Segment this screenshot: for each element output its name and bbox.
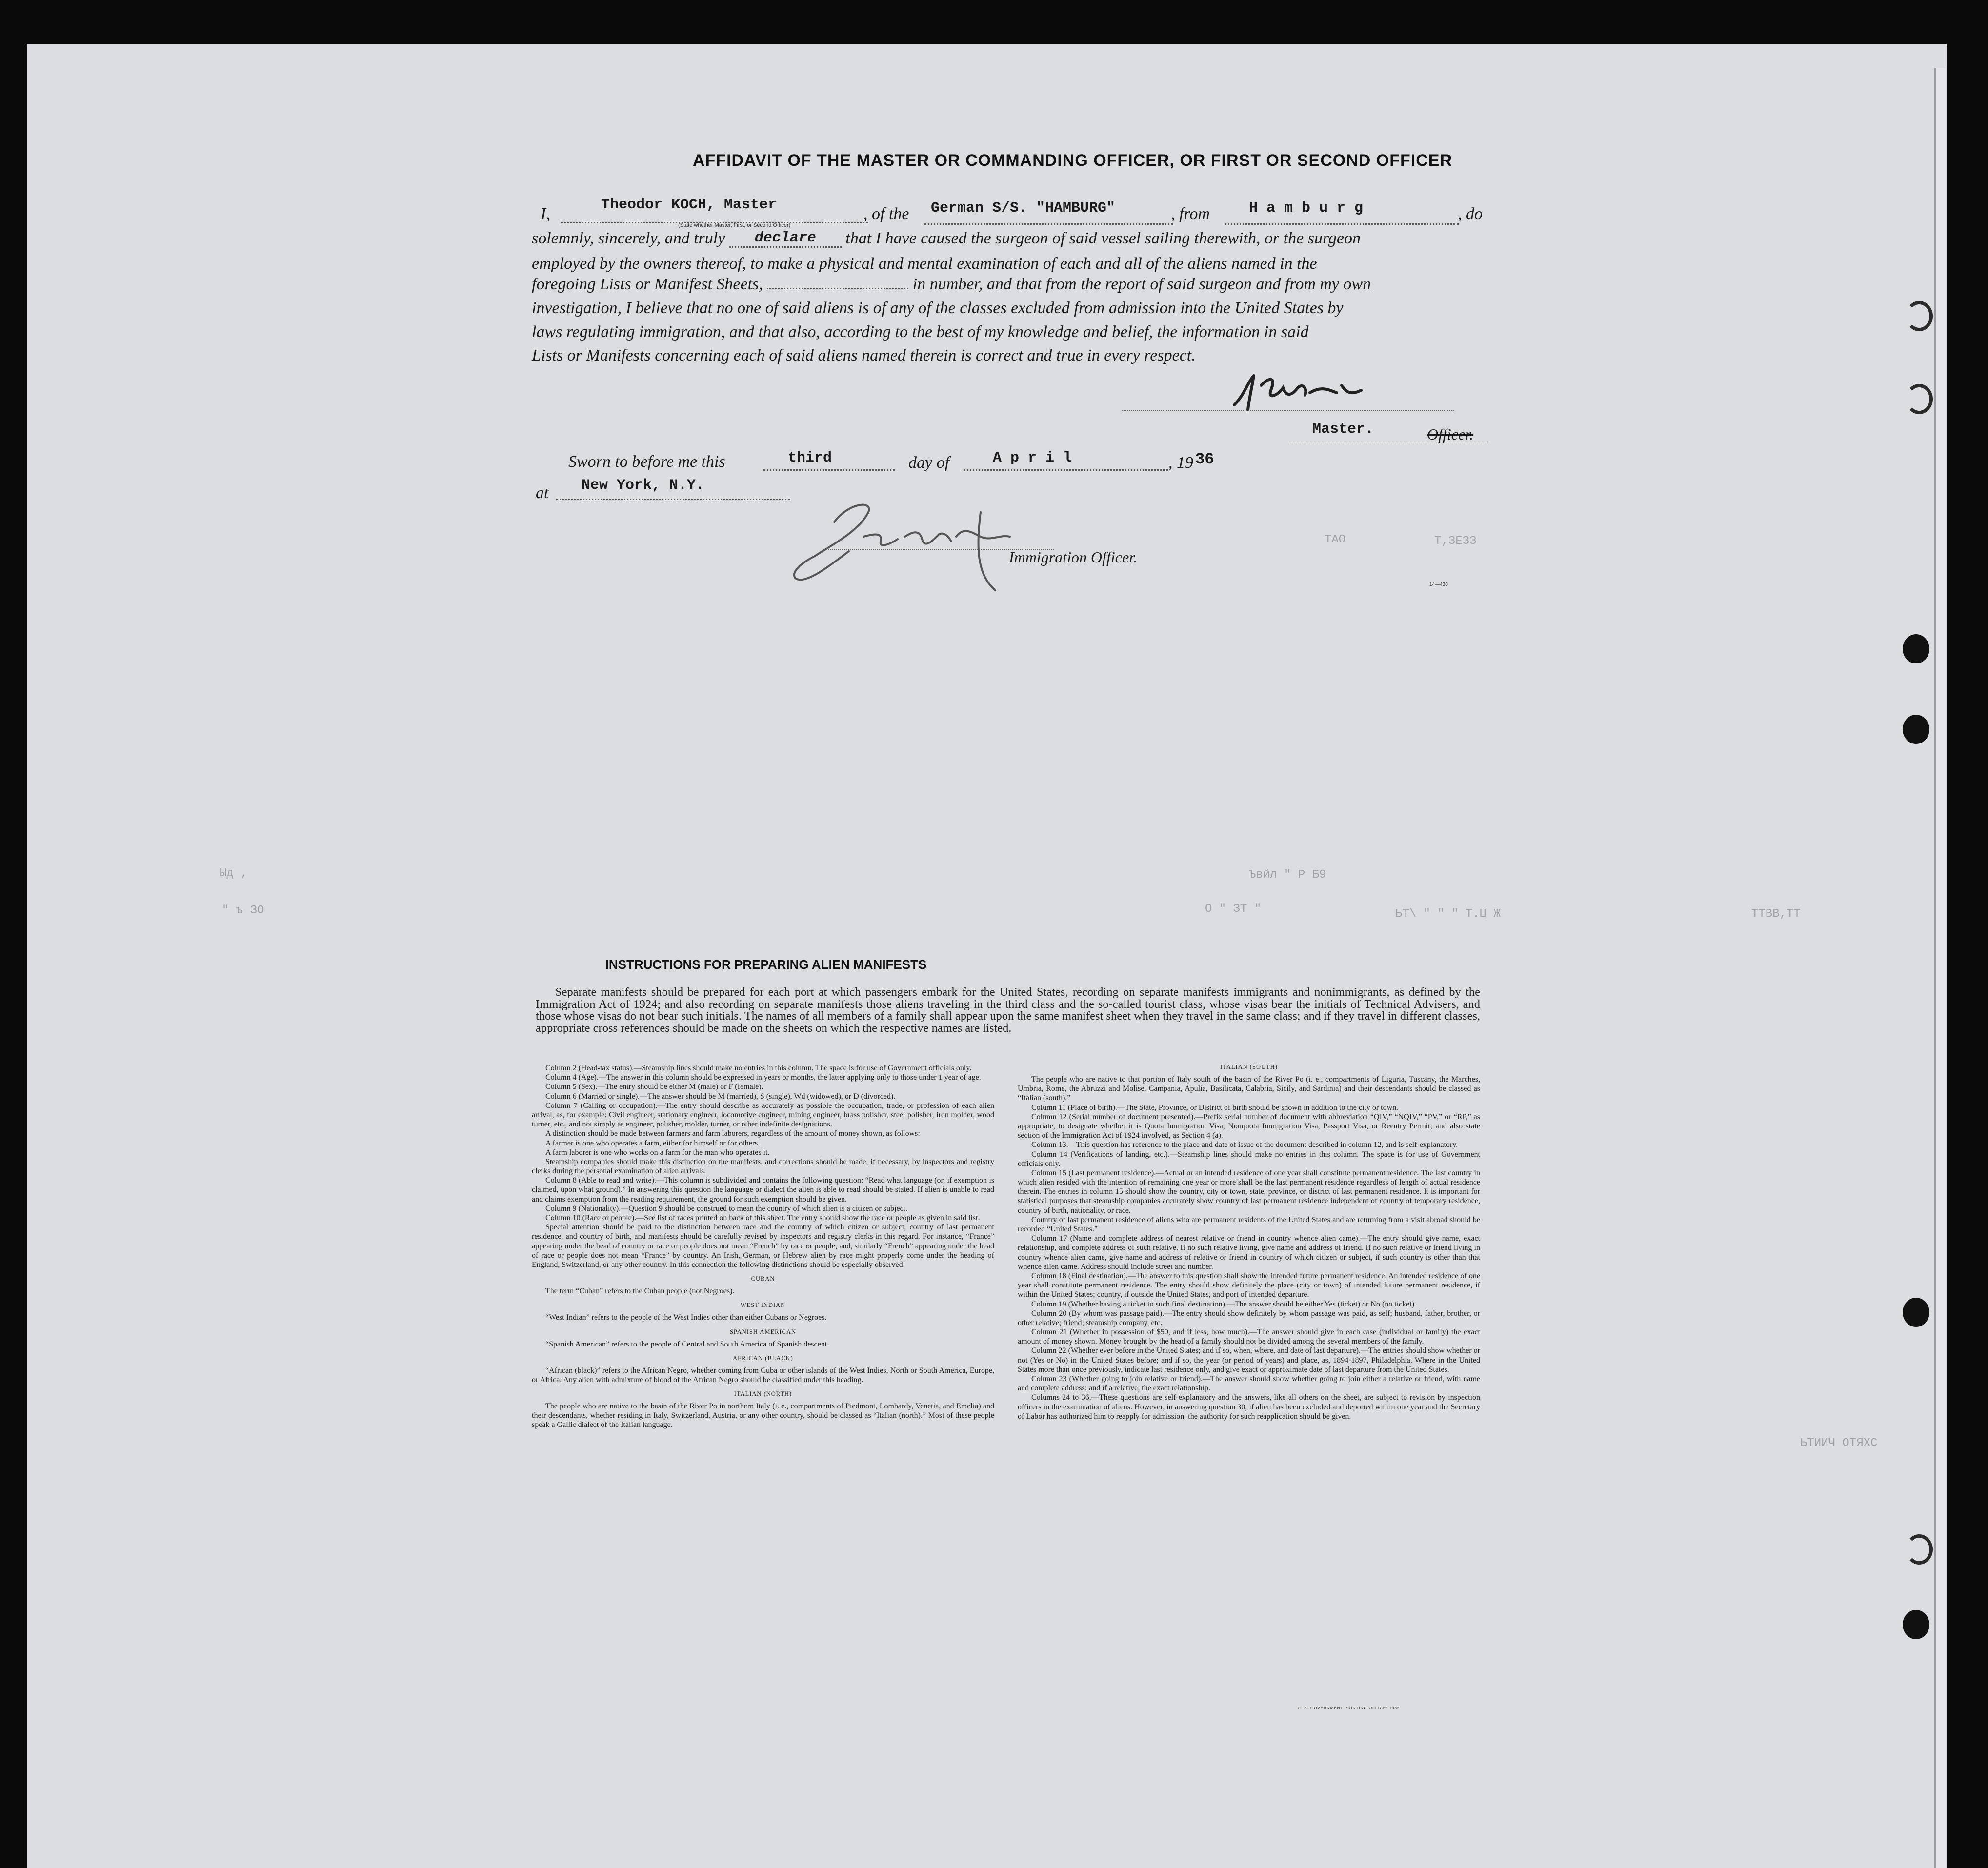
bleed-through-text: ТТВВ,ТТ	[1751, 907, 1801, 921]
instruction-paragraph: Column 10 (Race or people).—See list of races printed on back of this sheet. The entry should show the race or people as given in said list.	[545, 1214, 980, 1222]
section-heading: SPANISH AMERICAN	[729, 1328, 797, 1335]
instructions-right-column	[1018, 1064, 1480, 1421]
punch-hole	[1903, 1610, 1929, 1639]
master-signature	[1225, 366, 1381, 420]
year-prefix: , 19	[1168, 454, 1193, 472]
sworn-day: third	[788, 450, 832, 466]
port-name: H a m b u r g	[1249, 200, 1364, 217]
section-heading: WEST INDIAN	[740, 1302, 786, 1309]
instruction-paragraph: “African (black)” refers to the African Negro, whether coming from Cuba or other islands of the West Indies, North or South America, Europe, or Africa. Any alien with admixture of blood of the African Negro should be classified under this heading.	[532, 1366, 994, 1384]
instruction-paragraph: A farmer is one who operates a farm, either for himself or for others.	[545, 1139, 760, 1147]
instruction-paragraph: Columns 24 to 36.—These questions are self-explanatory and the answers, like all others on the sheet, are subject to revision by inspection officers in the examination of aliens. However, in answering question 30, if alien has been excluded and deported within one year and the Secretary of Labor has authorized him to reapply for admission, the authority for such reapplication should be given.	[1018, 1393, 1480, 1421]
section-heading: CUBAN	[751, 1275, 775, 1283]
instruction-paragraph: Column 5 (Sex).—The entry should be either M (male) or F (female).	[545, 1083, 763, 1091]
instruction-paragraph: Special attention should be paid to the distinction between race and the country of which citizen or subject, country of last permanent residence, and country of birth, and manifests should be carefully revised by inspectors and registry clerks in this regard. For instance, “France” appearing under the head of country or race or people does not mean “French” by race or people, and, similarly “French” appearing under the head of race or people does not mean “France” by country. An Irish, German, or Hebrew alien by race might properly come under the heading of England, Switzerland, or any other country. In this connection the following distinctions should be especially observed:	[532, 1223, 994, 1269]
instruction-paragraph: “West Indian” refers to the people of the West Indies other than either Cubans or Negroes.	[545, 1313, 827, 1322]
of-the-label: , of the	[863, 205, 909, 223]
punch-hole	[1906, 1534, 1933, 1565]
instruction-paragraph: Column 4 (Age).—The answer in this column should be expressed in years or months, the latter applying only to those under 1 year of age.	[545, 1073, 981, 1082]
form-number: 14—430	[1429, 582, 1448, 587]
blank-line	[964, 469, 1168, 471]
blank-line	[1225, 223, 1459, 225]
instruction-paragraph: Steamship companies should make this distinction on the manifests, and corrections should be made, if necessary, by inspectors and registry clerks during the personal examination of alien arrivals.	[532, 1157, 994, 1176]
day-of-label: day of	[908, 454, 950, 472]
bleed-through-text: Т,ЗЕЗЗ	[1434, 535, 1477, 548]
instruction-paragraph: A farm laborer is one who works on a farm for the man who operates it.	[545, 1148, 770, 1157]
year-suffix: 36	[1195, 450, 1214, 468]
bleed-through-text: " ъ ЗО	[222, 904, 264, 917]
immigration-officer-signature	[776, 493, 1049, 600]
blank-line	[763, 469, 895, 471]
punch-hole	[1903, 1298, 1929, 1327]
i-label: I,	[541, 205, 550, 223]
instruction-paragraph: Column 17 (Name and complete address of nearest relative or friend in country whence alien came).—The entry should give name, exact relationship, and complete address of such relative. If no such relative living, give name and address of friend. If no such relative or friend living in country whence alien came, give name and address of relative or friend in country of which citizen or subject, if such country is other than that whence alien came. Address should include street and number.	[1018, 1234, 1480, 1271]
instruction-paragraph: Column 18 (Final destination).—The answer to this question shall show the intended future permanent residence. An intended residence of one year shall constitute permanent residence. The entry should show definitely the place (city or town) of intended future permanent residence, if within the United States; country, if outside the United States, and port of intended departure.	[1018, 1271, 1480, 1299]
sworn-month: A p r i l	[993, 450, 1072, 466]
at-label: at	[536, 484, 549, 502]
affidavit-line-7: Lists or Manifests concerning each of said aliens named therein is correct and true in every respect.	[532, 346, 1196, 364]
instruction-paragraph: Country of last permanent residence of aliens who are permanent residents of the United States and are returning from a visit abroad should be recorded “United States.”	[1018, 1215, 1480, 1233]
instruction-paragraph: Column 20 (By whom was passage paid).—The entry should show definitely by whom passage was paid, as self; husband, father, brother, or other relative; friend; steamship company, etc.	[1018, 1309, 1480, 1327]
instructions-left-column	[532, 1064, 994, 1430]
punch-hole	[1906, 384, 1933, 414]
blank-line	[556, 499, 790, 500]
instruction-paragraph: Column 2 (Head-tax status).—Steamship lines should make no entries in this column. The space is for use of Government officials only.	[545, 1064, 972, 1072]
rank-master: Master.	[1312, 421, 1374, 438]
affidavit-line-2: solemnly, sincerely, and truly declare that I have caused the surgeon of said vessel sailing therewith, or the surgeon	[532, 229, 1361, 247]
state-note: (State whether Master, First, or Second Officer)	[678, 222, 791, 228]
bleed-through-text: ЬТИИЧ ОТЯХС	[1800, 1437, 1878, 1450]
instruction-paragraph: The people who are native to that portion of Italy south of the basin of the River Po (i. e., compartments of Liguria, Tuscany, the Marches, Umbria, Rome, the Abruzzi and Molise, Campania, Apulia, Basilicata, Calabria, Sicily, and Sardinia) and their descendants should be classed as “Italian (south).”	[1018, 1075, 1480, 1103]
affidavit-line-5: investigation, I believe that no one of said aliens is of any of the classes excluded from admission into the United States by	[532, 299, 1344, 317]
affidavit-line-3: employed by the owners thereof, to make a physical and mental examination of each and all of the aliens named in the	[532, 255, 1317, 273]
section-heading: ITALIAN (NORTH)	[734, 1390, 792, 1398]
bleed-through-text: Ыд ,	[220, 867, 248, 880]
punch-hole	[1903, 715, 1929, 744]
immigration-officer-label: Immigration Officer.	[1009, 548, 1138, 566]
punch-hole	[1903, 634, 1929, 663]
affidavit-line-4: foregoing Lists or Manifest Sheets, in number, and that from the report of said surgeon and from my own	[532, 275, 1371, 293]
bleed-through-text: Ъвйл " Р Б9	[1249, 868, 1326, 882]
instruction-paragraph: Column 19 (Whether having a ticket to such final destination).—The answer should be either Yes (ticket) or No (no ticket).	[1031, 1300, 1417, 1308]
instruction-paragraph: Column 7 (Calling or occupation).—The entry should describe as accurately as possible the occupation, trade, or profession of each alien arrival, as, for example: Civil engineer, stationary engineer, locomotive engineer, mining engineer, brass polisher, steel polisher, iron molder, wood turner, etc., and not simply as engineer, polisher, molder, turner, or other indefinite designations.	[532, 1101, 994, 1129]
sheet-edge	[1934, 68, 1946, 1868]
sworn-label: Sworn to before me this	[568, 453, 725, 471]
instruction-paragraph: “Spanish American” refers to the people of Central and South America of Spanish descent.	[545, 1340, 829, 1348]
master-name: Theodor KOCH, Master	[601, 197, 777, 213]
number-blank	[767, 288, 908, 289]
declare-word: declare	[729, 230, 842, 248]
instruction-paragraph: Column 14 (Verifications of landing, etc.).—Steamship lines should make no entries in this column. The space is for use of Government officials only.	[1018, 1150, 1480, 1168]
instruction-paragraph: Column 22 (Whether ever before in the United States; and if so, when, where, and date of last departure).—The entries should show whether or not (Yes or No) in the United States before; and if so, the year (or period of years) and place, as, 1894-1897, Philadelphia. Where in the United States more than once previously, indicate last residence only, and give exact or approximate date of last departure from the United States.	[1018, 1346, 1480, 1374]
instruction-paragraph: The people who are native to the basin of the River Po in northern Italy (i. e., compartments of Piedmont, Lombardy, Venetia, and Emelia) and their descendants, whether residing in Italy, Switzerland, Austria, or any other country, should be classed as “Italian (north).” Most of these people speak a Gallic dialect of the Italian language.	[532, 1402, 994, 1429]
printing-office-line: U. S. GOVERNMENT PRINTING OFFICE: 1935	[1298, 1706, 1400, 1710]
sworn-place: New York, N.Y.	[582, 477, 705, 494]
signature-line	[1122, 410, 1454, 411]
instruction-paragraph: The term “Cuban” refers to the Cuban people (not Negroes).	[545, 1287, 735, 1296]
instruction-paragraph: A distinction should be made between farmers and farm laborers, regardless of the amount of money shown, as follows:	[545, 1129, 920, 1138]
instruction-paragraph: Column 9 (Nationality).—Question 9 should be construed to mean the country of which alien is a citizen or subject.	[545, 1204, 908, 1213]
affidavit-title: AFFIDAVIT OF THE MASTER OR COMMANDING OFFICER, OR FIRST OR SECOND OFFICER	[693, 151, 1452, 170]
instruction-paragraph: Column 15 (Last permanent residence).—Actual or an intended residence of one year shall constitute permanent residence. The last country in which alien resided with the intention of remaining one year or more shall be the last permanent residence regardless of length of actual residence therein. The entries in column 15 should show the country, city or town, state, province, or district of last permanent residence. It is important for statistical purposes that steamship companies accurately show country of last permanent residence independent of country of temporary residence, country of birth, nationality, or race.	[1018, 1168, 1480, 1215]
instruction-paragraph: Column 13.—This question has reference to the place and date of issue of the document described in column 12, and is self-explanatory.	[1031, 1141, 1458, 1149]
instruction-paragraph: Column 11 (Place of birth).—The State, Province, or District of birth should be shown in addition to the city or town.	[1031, 1103, 1399, 1112]
from-label: , from	[1171, 205, 1210, 223]
bleed-through-text: О " ЗТ "	[1205, 903, 1262, 916]
do-label: , do	[1458, 205, 1483, 223]
section-heading: ITALIAN (SOUTH)	[1220, 1064, 1278, 1070]
vessel-name: German S/S. "HAMBURG"	[931, 200, 1116, 217]
instruction-paragraph: Column 6 (Married or single).—The answer should be M (married), S (single), Wd (widowed), or D (divorced).	[545, 1092, 896, 1101]
affidavit-line-6: laws regulating immigration, and that also, according to the best of my knowledge and belief, the information in said	[532, 323, 1309, 341]
instruction-paragraph: Column 12 (Serial number of document presented).—Prefix serial number of document with abbreviation “QIV,” “NQIV,” “PV,” or “RP,” as appropriate, to designate whether it is Quota Immigration Visa, Nonquota Immigration Visa, Passport Visa, or Reentry Permit; and also state section of the Immigration Act of 1924 involved, as Section 4 (a).	[1018, 1112, 1480, 1140]
bleed-through-text: ЬТ\ " " " Т.Ц Ж	[1395, 907, 1501, 921]
bleed-through-text: ТАО	[1325, 533, 1346, 546]
instruction-paragraph: Column 21 (Whether in possession of $50, and if less, how much).—The answer should give in each case (individual or family) the exact amount of money shown. Money brought by the head of a family should not be divided among the several members of the family.	[1018, 1328, 1480, 1346]
section-heading: AFRICAN (BLACK)	[733, 1354, 793, 1362]
instruction-paragraph: Column 8 (Able to read and write).—This column is subdivided and contains the following question: “Read what language (or, if exemption is claimed, upon what ground).” In answering this question the language or dialect the alien is able to read should be stated. If alien is unable to read and claims exemption from the reading requirement, the ground for such exemption should be given.	[532, 1176, 994, 1204]
punch-hole	[1906, 301, 1933, 331]
officer-struck: Officer.	[1427, 425, 1474, 443]
blank-line	[924, 223, 1173, 225]
instructions-title: INSTRUCTIONS FOR PREPARING ALIEN MANIFESTS	[605, 957, 927, 972]
instruction-paragraph: Column 23 (Whether going to join relative or friend).—The answer should show whether going to join either a relative or friend, with name and complete address; and if a relative, the exact relationship.	[1018, 1375, 1480, 1393]
instructions-intro: Separate manifests should be prepared for each port at which passengers embark for the United States, recording on separate manifests immigrants and nonimmigrants, as defined by the Immigration Act of 1924; and also recording on separate manifests those aliens traveling in the third class and the so-called tourist class, whose visas bear the initials of Technical Advisers, and those whose visas do not bear such initials. The names of all members of a family shall appear upon the same manifest sheet when they travel in the same class; and if they travel in different classes, appropriate cross references should be made on the sheets on which the respective names are listed.	[536, 985, 1480, 1035]
